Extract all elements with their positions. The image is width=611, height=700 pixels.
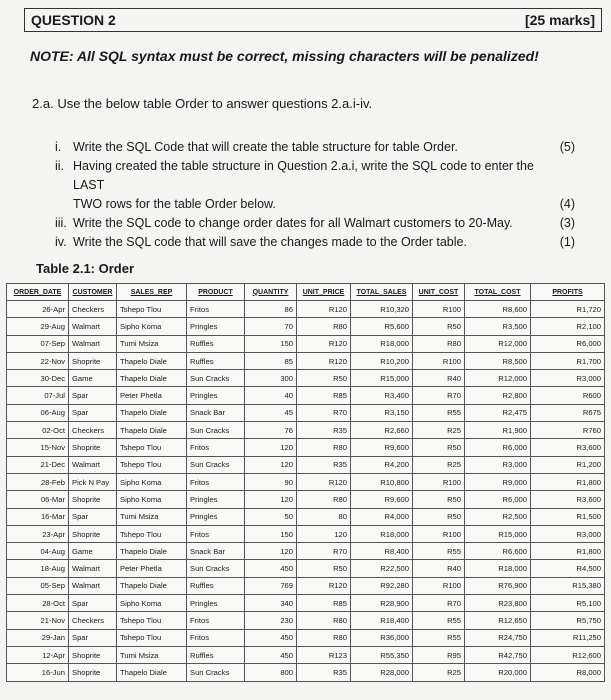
table-cell: R92,280: [351, 577, 413, 594]
table-cell: R55,350: [351, 646, 413, 663]
table-cell: 16-Mar: [7, 508, 69, 525]
table-cell: R70: [413, 595, 465, 612]
table-cell: R40: [413, 560, 465, 577]
table-cell: Fritos: [187, 612, 245, 629]
table-cell: R1,720: [531, 301, 605, 318]
table-cell: Tshepo Tlou: [117, 301, 187, 318]
table-cell: Snack Bar: [187, 404, 245, 421]
table-cell: R3,400: [351, 387, 413, 404]
table-cell: 300: [245, 370, 297, 387]
table-cell: R100: [413, 473, 465, 490]
sub-question: [55, 233, 575, 252]
table-cell: Ruffles: [187, 352, 245, 369]
table-cell: R4,500: [531, 560, 605, 577]
table-cell: Checkers: [69, 301, 117, 318]
table-cell: Tshepo Tlou: [117, 456, 187, 473]
table-row: [7, 404, 605, 421]
column-header: CUSTOMER: [69, 284, 117, 301]
table-cell: R8,600: [465, 301, 531, 318]
sub-question-marks: (5): [559, 140, 575, 154]
table-cell: R28,000: [351, 664, 413, 681]
sub-question-text: Write the SQL code to change order dates for all Walmart customers to 20-May.: [73, 216, 513, 230]
penalty-note: NOTE: All SQL syntax must be correct, missing characters will be penalized!: [30, 48, 539, 64]
table-cell: R15,000: [465, 525, 531, 542]
table-cell: Sun Cracks: [187, 422, 245, 439]
table-cell: Peter Phetla: [117, 387, 187, 404]
table-cell: R42,750: [465, 646, 531, 663]
table-cell: Spar: [69, 629, 117, 646]
table-cell: 450: [245, 560, 297, 577]
table-cell: R80: [413, 335, 465, 352]
table-row: [7, 456, 605, 473]
table-cell: R2,660: [351, 422, 413, 439]
table-cell: Fritos: [187, 439, 245, 456]
question-marks: [25 marks]: [524, 12, 595, 28]
table-cell: R15,380: [531, 577, 605, 594]
table-row: [7, 335, 605, 352]
table-row: [7, 595, 605, 612]
table-cell: R12,650: [465, 612, 531, 629]
table-cell: R10,200: [351, 352, 413, 369]
table-cell: Fritos: [187, 525, 245, 542]
table-cell: 26-Apr: [7, 301, 69, 318]
question-intro: [32, 96, 372, 111]
column-header: ORDER_DATE: [7, 284, 69, 301]
table-cell: R35: [297, 456, 351, 473]
table-cell: R95: [413, 646, 465, 663]
table-cell: 21-Dec: [7, 456, 69, 473]
table-cell: 90: [245, 473, 297, 490]
table-cell: R50: [413, 508, 465, 525]
table-row: [7, 664, 605, 681]
table-cell: Tshepo Tlou: [117, 439, 187, 456]
sub-question-text: Write the SQL code that will save the changes made to the Order table.: [73, 235, 467, 249]
table-cell: Checkers: [69, 612, 117, 629]
table-cell: 04-Aug: [7, 543, 69, 560]
table-cell: R2,100: [531, 318, 605, 335]
table-cell: R760: [531, 422, 605, 439]
table-cell: R50: [297, 560, 351, 577]
table-cell: R10,320: [351, 301, 413, 318]
table-cell: R3,150: [351, 404, 413, 421]
table-cell: 230: [245, 612, 297, 629]
table-cell: Fritos: [187, 301, 245, 318]
table-row: [7, 543, 605, 560]
table-cell: Game: [69, 370, 117, 387]
table-cell: 450: [245, 629, 297, 646]
table-cell: Thapelo Diale: [117, 543, 187, 560]
table-cell: 21-Nov: [7, 612, 69, 629]
table-cell: R85: [297, 595, 351, 612]
table-cell: R80: [297, 491, 351, 508]
table-cell: R600: [531, 387, 605, 404]
column-header: TOTAL_COST: [465, 284, 531, 301]
table-cell: R100: [413, 525, 465, 542]
sub-question-text: Write the SQL Code that will create the table structure for table Order.: [73, 140, 458, 154]
table-cell: R9,600: [351, 439, 413, 456]
table-cell: 23-Apr: [7, 525, 69, 542]
table-cell: R120: [297, 577, 351, 594]
table-cell: R36,000: [351, 629, 413, 646]
table-cell: Spar: [69, 595, 117, 612]
table-cell: Pringles: [187, 595, 245, 612]
sub-question-continuation: [55, 195, 575, 214]
table-row: [7, 646, 605, 663]
table-cell: R80: [297, 612, 351, 629]
table-cell: Tumi Msiza: [117, 508, 187, 525]
table-cell: R3,000: [465, 456, 531, 473]
table-cell: 05-Sep: [7, 577, 69, 594]
table-cell: Shoprite: [69, 664, 117, 681]
sub-question-marks: (1): [559, 235, 575, 249]
sub-question-text: Having created the table structure in Question 2.a.i, write the SQL code to enter the LAST: [73, 159, 534, 192]
table-cell: R2,800: [465, 387, 531, 404]
table-cell: Tshepo Tlou: [117, 525, 187, 542]
table-cell: R20,000: [465, 664, 531, 681]
table-cell: Sun Cracks: [187, 560, 245, 577]
table-cell: R50: [413, 318, 465, 335]
table-cell: Tumi Msiza: [117, 335, 187, 352]
table-cell: R55: [413, 404, 465, 421]
column-header: SALES_REP: [117, 284, 187, 301]
column-header: QUANTITY: [245, 284, 297, 301]
table-cell: 28-Feb: [7, 473, 69, 490]
table-cell: R55: [413, 629, 465, 646]
table-cell: R22,500: [351, 560, 413, 577]
table-cell: 150: [245, 335, 297, 352]
table-cell: R18,000: [351, 525, 413, 542]
table-cell: R11,250: [531, 629, 605, 646]
column-header: PROFITS: [531, 284, 605, 301]
table-cell: Sipho Koma: [117, 491, 187, 508]
sub-question-list: [55, 138, 575, 252]
table-cell: R12,600: [531, 646, 605, 663]
table-cell: Thapelo Diale: [117, 352, 187, 369]
table-cell: R24,750: [465, 629, 531, 646]
table-cell: 85: [245, 352, 297, 369]
table-cell: R6,000: [465, 439, 531, 456]
table-cell: R3,000: [531, 525, 605, 542]
table-cell: R10,800: [351, 473, 413, 490]
table-cell: R675: [531, 404, 605, 421]
table-cell: R70: [413, 387, 465, 404]
table-cell: R28,900: [351, 595, 413, 612]
column-header: TOTAL_SALES: [351, 284, 413, 301]
table-row: [7, 629, 605, 646]
table-row: [7, 612, 605, 629]
table-cell: R25: [413, 422, 465, 439]
table-cell: 76: [245, 422, 297, 439]
table-cell: R120: [297, 352, 351, 369]
sub-question-marks: (3): [559, 216, 575, 230]
column-header: UNIT_PRICE: [297, 284, 351, 301]
table-cell: Spar: [69, 508, 117, 525]
table-cell: R3,500: [465, 318, 531, 335]
table-caption: Table 2.1: Order: [36, 261, 135, 276]
table-cell: Thapelo Diale: [117, 664, 187, 681]
table-cell: 18-Aug: [7, 560, 69, 577]
table-cell: R25: [413, 456, 465, 473]
table-cell: Shoprite: [69, 646, 117, 663]
table-cell: R3,600: [531, 491, 605, 508]
intro-number: 2.a.: [32, 96, 54, 111]
table-cell: Pringles: [187, 491, 245, 508]
table-cell: Thapelo Diale: [117, 404, 187, 421]
table-row: [7, 422, 605, 439]
table-cell: Shoprite: [69, 352, 117, 369]
table-cell: 06-Mar: [7, 491, 69, 508]
table-cell: R2,475: [465, 404, 531, 421]
table-cell: Ruffles: [187, 335, 245, 352]
table-cell: R15,000: [351, 370, 413, 387]
table-cell: 40: [245, 387, 297, 404]
sub-question-marks: [535, 157, 575, 195]
table-cell: Thapelo Diale: [117, 422, 187, 439]
table-cell: 45: [245, 404, 297, 421]
sub-question-number: iii.: [55, 216, 67, 230]
table-cell: R4,200: [351, 456, 413, 473]
table-cell: Pringles: [187, 508, 245, 525]
table-cell: 340: [245, 595, 297, 612]
table-row: [7, 301, 605, 318]
table-cell: 07-Sep: [7, 335, 69, 352]
table-cell: R2,500: [465, 508, 531, 525]
column-header: PRODUCT: [187, 284, 245, 301]
order-table: [6, 283, 605, 682]
table-cell: Spar: [69, 387, 117, 404]
table-row: [7, 560, 605, 577]
table-cell: R18,000: [351, 335, 413, 352]
table-cell: 120: [245, 491, 297, 508]
column-header: UNIT_COST: [413, 284, 465, 301]
table-cell: R80: [297, 439, 351, 456]
table-cell: R12,000: [465, 370, 531, 387]
table-cell: 30-Dec: [7, 370, 69, 387]
table-cell: R5,600: [351, 318, 413, 335]
table-cell: 29-Aug: [7, 318, 69, 335]
table-cell: 12-Apr: [7, 646, 69, 663]
table-row: [7, 439, 605, 456]
table-cell: R18,400: [351, 612, 413, 629]
table-cell: R1,900: [465, 422, 531, 439]
table-cell: Peter Phetla: [117, 560, 187, 577]
table-cell: Ruffles: [187, 577, 245, 594]
table-cell: R3,600: [531, 439, 605, 456]
table-cell: Checkers: [69, 422, 117, 439]
table-cell: Sun Cracks: [187, 664, 245, 681]
table-cell: R80: [297, 629, 351, 646]
table-cell: 150: [245, 525, 297, 542]
question-header: [24, 8, 602, 32]
table-cell: R6,000: [465, 491, 531, 508]
table-cell: R50: [413, 439, 465, 456]
table-cell: Thapelo Diale: [117, 370, 187, 387]
table-cell: Tshepo Tlou: [117, 612, 187, 629]
table-cell: 28-Oct: [7, 595, 69, 612]
table-header-row: [7, 284, 605, 301]
table-cell: Walmart: [69, 335, 117, 352]
question-title: QUESTION 2: [31, 12, 116, 28]
table-cell: Shoprite: [69, 439, 117, 456]
table-cell: R8,400: [351, 543, 413, 560]
table-cell: Game: [69, 543, 117, 560]
table-cell: 769: [245, 577, 297, 594]
table-cell: R3,000: [531, 370, 605, 387]
table-cell: Snack Bar: [187, 543, 245, 560]
intro-text: Use the below table Order to answer questions 2.a.i-iv.: [57, 96, 373, 111]
table-cell: R8,000: [531, 664, 605, 681]
table-cell: Walmart: [69, 560, 117, 577]
table-cell: Sipho Koma: [117, 595, 187, 612]
table-cell: 02-Oct: [7, 422, 69, 439]
table-cell: Shoprite: [69, 525, 117, 542]
table-cell: R80: [297, 318, 351, 335]
table-cell: R25: [413, 664, 465, 681]
table-row: [7, 352, 605, 369]
table-cell: R18,000: [465, 560, 531, 577]
table-cell: R120: [297, 335, 351, 352]
table-body: [7, 301, 605, 682]
table-cell: 16-Jun: [7, 664, 69, 681]
table-cell: R5,100: [531, 595, 605, 612]
table-cell: Fritos: [187, 629, 245, 646]
table-cell: R70: [297, 543, 351, 560]
table-cell: R55: [413, 612, 465, 629]
table-cell: 86: [245, 301, 297, 318]
sub-question-marks: (4): [559, 197, 575, 211]
table-cell: Spar: [69, 404, 117, 421]
table-cell: R120: [297, 473, 351, 490]
table-cell: Pringles: [187, 387, 245, 404]
table-cell: R12,000: [465, 335, 531, 352]
sub-question-number: ii.: [55, 159, 65, 173]
sub-question: [55, 157, 575, 195]
table-cell: Sun Cracks: [187, 456, 245, 473]
table-cell: R76,900: [465, 577, 531, 594]
table-cell: R9,000: [465, 473, 531, 490]
table-cell: R23,800: [465, 595, 531, 612]
table-cell: R70: [297, 404, 351, 421]
table-cell: R55: [413, 543, 465, 560]
table-cell: Walmart: [69, 456, 117, 473]
table-cell: R100: [413, 352, 465, 369]
table-cell: R85: [297, 387, 351, 404]
table-cell: 50: [245, 508, 297, 525]
table-cell: R50: [297, 370, 351, 387]
table-cell: 07-Jul: [7, 387, 69, 404]
table-cell: R40: [413, 370, 465, 387]
sub-question-number: i.: [55, 140, 62, 154]
table-cell: R9,600: [351, 491, 413, 508]
table-cell: R8,500: [465, 352, 531, 369]
table-cell: R6,600: [465, 543, 531, 560]
table-cell: R123: [297, 646, 351, 663]
table-cell: Ruffles: [187, 646, 245, 663]
table-cell: Sun Cracks: [187, 370, 245, 387]
table-cell: R6,000: [531, 335, 605, 352]
table-cell: R35: [297, 422, 351, 439]
table-cell: R35: [297, 664, 351, 681]
table-cell: R5,750: [531, 612, 605, 629]
table-cell: 80: [297, 508, 351, 525]
sub-question-text: TWO rows for the table Order below.: [73, 197, 276, 211]
table-cell: R1,800: [531, 543, 605, 560]
table-cell: 450: [245, 646, 297, 663]
table-row: [7, 473, 605, 490]
table-cell: R100: [413, 577, 465, 594]
table-cell: Fritos: [187, 473, 245, 490]
table-cell: R4,000: [351, 508, 413, 525]
table-cell: R120: [297, 301, 351, 318]
table-cell: Pick N Pay: [69, 473, 117, 490]
sub-question-number: iv.: [55, 235, 67, 249]
sub-question: [55, 138, 575, 157]
table-cell: R1,800: [531, 473, 605, 490]
table-cell: Walmart: [69, 318, 117, 335]
sub-question: [55, 214, 575, 233]
table-cell: R1,200: [531, 456, 605, 473]
table-cell: 22-Nov: [7, 352, 69, 369]
table-cell: Sipho Koma: [117, 318, 187, 335]
table-cell: R100: [413, 301, 465, 318]
table-cell: Walmart: [69, 577, 117, 594]
table-row: [7, 577, 605, 594]
table-row: [7, 370, 605, 387]
table-cell: 06-Aug: [7, 404, 69, 421]
table-row: [7, 387, 605, 404]
table-cell: 120: [245, 439, 297, 456]
table-row: [7, 508, 605, 525]
table-row: [7, 318, 605, 335]
table-cell: Tshepo Tlou: [117, 629, 187, 646]
table-row: [7, 491, 605, 508]
table-cell: 15-Nov: [7, 439, 69, 456]
table-cell: 70: [245, 318, 297, 335]
table-cell: Thapelo Diale: [117, 577, 187, 594]
table-cell: 29-Jan: [7, 629, 69, 646]
table-cell: Sipho Koma: [117, 473, 187, 490]
table-cell: Shoprite: [69, 491, 117, 508]
table-cell: 120: [245, 543, 297, 560]
table-row: [7, 525, 605, 542]
table-cell: 120: [297, 525, 351, 542]
table-cell: Pringles: [187, 318, 245, 335]
table-cell: R1,500: [531, 508, 605, 525]
table-cell: R50: [413, 491, 465, 508]
table-cell: R1,700: [531, 352, 605, 369]
table-cell: 800: [245, 664, 297, 681]
table-cell: Tumi Msiza: [117, 646, 187, 663]
table-cell: 120: [245, 456, 297, 473]
